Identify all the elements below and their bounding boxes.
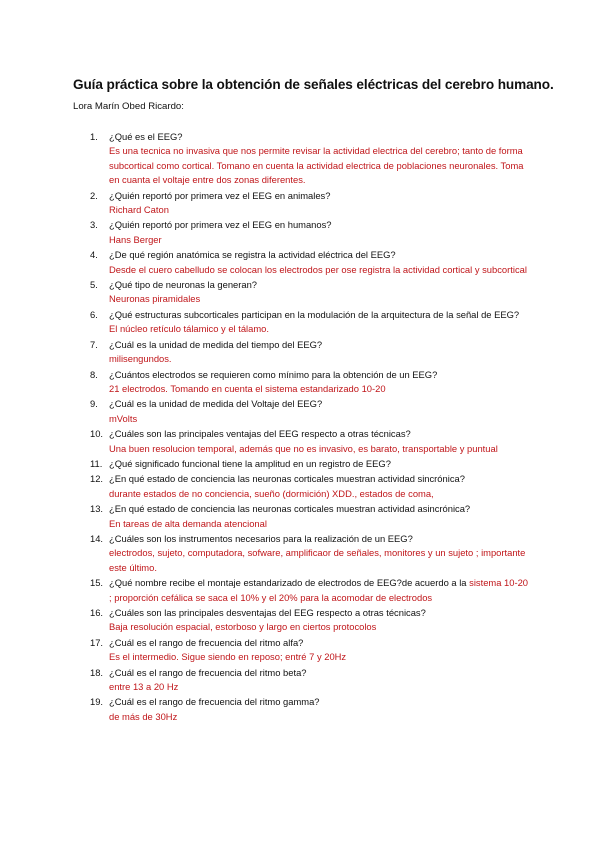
question-text-content: ¿Cuál es el rango de frecuencia del ritmo gamma?: [109, 696, 320, 708]
question-text-content: ¿Cuáles son los instrumentos necesarios para la realización de un EEG?: [109, 532, 413, 544]
question-text: [109, 218, 530, 232]
question-item: [90, 248, 530, 277]
question-text: [109, 606, 530, 620]
question-item: [90, 532, 530, 575]
question-text-content: ¿De qué región anatómica se registra la actividad eléctrica del EEG?: [109, 249, 396, 261]
question-text-content: ¿Cuáles son las principales desventajas del EEG respecto a otras técnicas?: [109, 607, 426, 618]
document-author: Lora Marín Obed Ricardo:: [73, 101, 184, 112]
question-text-content: ¿En qué estado de conciencia las neuronas corticales muestran actividad sincrónica?: [109, 473, 465, 485]
question-item: [90, 368, 530, 397]
question-item: [90, 457, 530, 471]
question-number: 6.: [90, 308, 98, 320]
question-text-content: ¿Quién reportó por primera vez el EEG en animales?: [109, 189, 331, 201]
question-number: 1.: [90, 131, 98, 142]
question-number: 15.: [90, 577, 104, 589]
answer-text: durante estados de no conciencia, sueño (dormición) XDD., estados de coma,: [109, 487, 434, 499]
answer-text: En tareas de alta demanda atencional: [109, 517, 267, 529]
answer-text: electrodos, sujeto, computadora, sofware, amplificaor de señales, monitores y un sujeto ; importante este último.: [109, 547, 526, 573]
question-text: [109, 695, 530, 709]
question-number: 16.: [90, 607, 104, 618]
question-number: 11.: [90, 457, 103, 469]
question-text: [109, 472, 530, 486]
question-text-content: ¿Quién reportó por primera vez el EEG en humanos?: [109, 219, 332, 231]
answer-text: Neuronas piramidales: [109, 293, 201, 305]
question-text: [109, 130, 530, 144]
question-text: [109, 427, 530, 441]
answer-text: Es el intermedio. Sigue siendo en reposo; entré 7 y 20Hz: [109, 651, 347, 663]
question-text-content: ¿Cuál es el rango de frecuencia del ritmo alfa?: [109, 636, 304, 648]
question-number: 18.: [90, 666, 104, 678]
question-item: [90, 278, 530, 307]
question-text-content: ¿Cuál es el rango de frecuencia del ritmo beta?: [109, 666, 307, 678]
question-text: [109, 338, 530, 352]
question-number: 4.: [90, 249, 98, 261]
question-number: 3.: [90, 219, 98, 231]
question-text-content: ¿Cuál es la unidad de medida del tiempo del EEG?: [109, 338, 323, 350]
question-text: [109, 532, 530, 546]
question-number: 5.: [90, 279, 98, 291]
question-text: [109, 368, 530, 382]
question-number: 19.: [90, 696, 104, 708]
question-number: 12.: [90, 473, 104, 485]
question-item: [90, 338, 530, 367]
question-text: [109, 502, 530, 516]
question-item: [90, 427, 530, 456]
answer-text: Es una tecnica no invasiva que nos permite revisar la actividad electrica del cerebro; tanto de forma subcortical como cortical. Tomano en cuenta la actividad electrica de poblaciones neuronales. Toma en cuanta el voltaje entre dos zonas diferentes.: [109, 145, 524, 186]
answer-text: de más de 30Hz: [109, 710, 178, 722]
answer-inline: sistema 10-20 ; proporción cefálica se saca el 10% y el 20% para la acomodar de electrodos: [109, 577, 529, 603]
question-text-content: ¿Cuántos electrodos se requieren como mínimo para la obtención de un EEG?: [109, 368, 438, 380]
question-item: [90, 130, 530, 188]
question-text: [109, 397, 530, 411]
question-number: 14.: [90, 532, 104, 544]
question-item: [90, 502, 530, 531]
question-number: 10.: [90, 428, 104, 440]
question-number: 9.: [90, 398, 98, 410]
question-text-content: ¿Qué significado funcional tiene la amplitud en un registro de EEG?: [109, 457, 391, 469]
answer-text: Una buen resolucion temporal, además que no es invasivo, es barato, transportable y puntual: [109, 442, 498, 454]
question-number: 17.: [90, 636, 104, 648]
question-number: 13.: [90, 503, 104, 515]
question-number: 8.: [90, 368, 98, 380]
question-item: [90, 189, 530, 218]
answer-text: Richard Caton: [109, 204, 169, 216]
answer-text: Desde el cuero cabelludo se colocan los electrodos per ose registra la actividad cortical y subcortical: [109, 263, 527, 275]
question-text: [109, 248, 530, 262]
question-number: 7.: [90, 338, 98, 350]
answer-text: 21 electrodos. Tomando en cuenta el sistema estandarizado 10-20: [109, 382, 386, 394]
answer-text: entre 13 a 20 Hz: [109, 681, 179, 693]
question-text-content: ¿En qué estado de conciencia las neuronas corticales muestran actividad asincrónica?: [109, 503, 471, 515]
question-item: [90, 308, 530, 337]
question-item: [90, 606, 530, 635]
question-text-content: ¿Qué estructuras subcorticales participan en la modulación de la arquitectura de la señal de EEG?: [109, 308, 520, 320]
question-text: [109, 666, 530, 680]
question-text: [109, 636, 530, 650]
question-item: [90, 397, 530, 426]
question-list: [90, 130, 530, 725]
answer-text: milisengundos.: [109, 353, 172, 365]
question-item: [90, 695, 530, 724]
answer-text: mVolts: [109, 412, 138, 424]
question-text: [109, 278, 530, 292]
question-item: [90, 636, 530, 665]
question-text: [109, 308, 530, 322]
answer-text: Baja resolución espacial, estorboso y largo en ciertos protocolos: [109, 621, 377, 633]
question-text-content: ¿Cuáles son las principales ventajas del EEG respecto a otras técnicas?: [109, 428, 411, 440]
question-item: [90, 218, 530, 247]
question-item: [90, 472, 530, 501]
question-text: [109, 189, 530, 203]
question-text: [109, 576, 530, 605]
question-item: [90, 576, 530, 605]
question-text-content: ¿Qué es el EEG?: [109, 131, 183, 142]
answer-text: Hans Berger: [109, 233, 162, 245]
question-text: [109, 457, 530, 471]
answer-text: El núcleo retículo tálamico y el tálamo.: [109, 323, 269, 335]
question-item: [90, 666, 530, 695]
question-text-content: ¿Cuál es la unidad de medida del Voltaje del EEG?: [109, 398, 323, 410]
document-title: Guía práctica sobre la obtención de señales eléctricas del cerebro humano.: [73, 77, 554, 92]
question-number: 2.: [90, 189, 98, 201]
question-text-content: ¿Qué tipo de neuronas la generan?: [109, 279, 258, 291]
question-text-content: ¿Qué nombre recibe el montaje estandarizado de electrodos de EEG?de acuerdo a la: [109, 577, 467, 589]
